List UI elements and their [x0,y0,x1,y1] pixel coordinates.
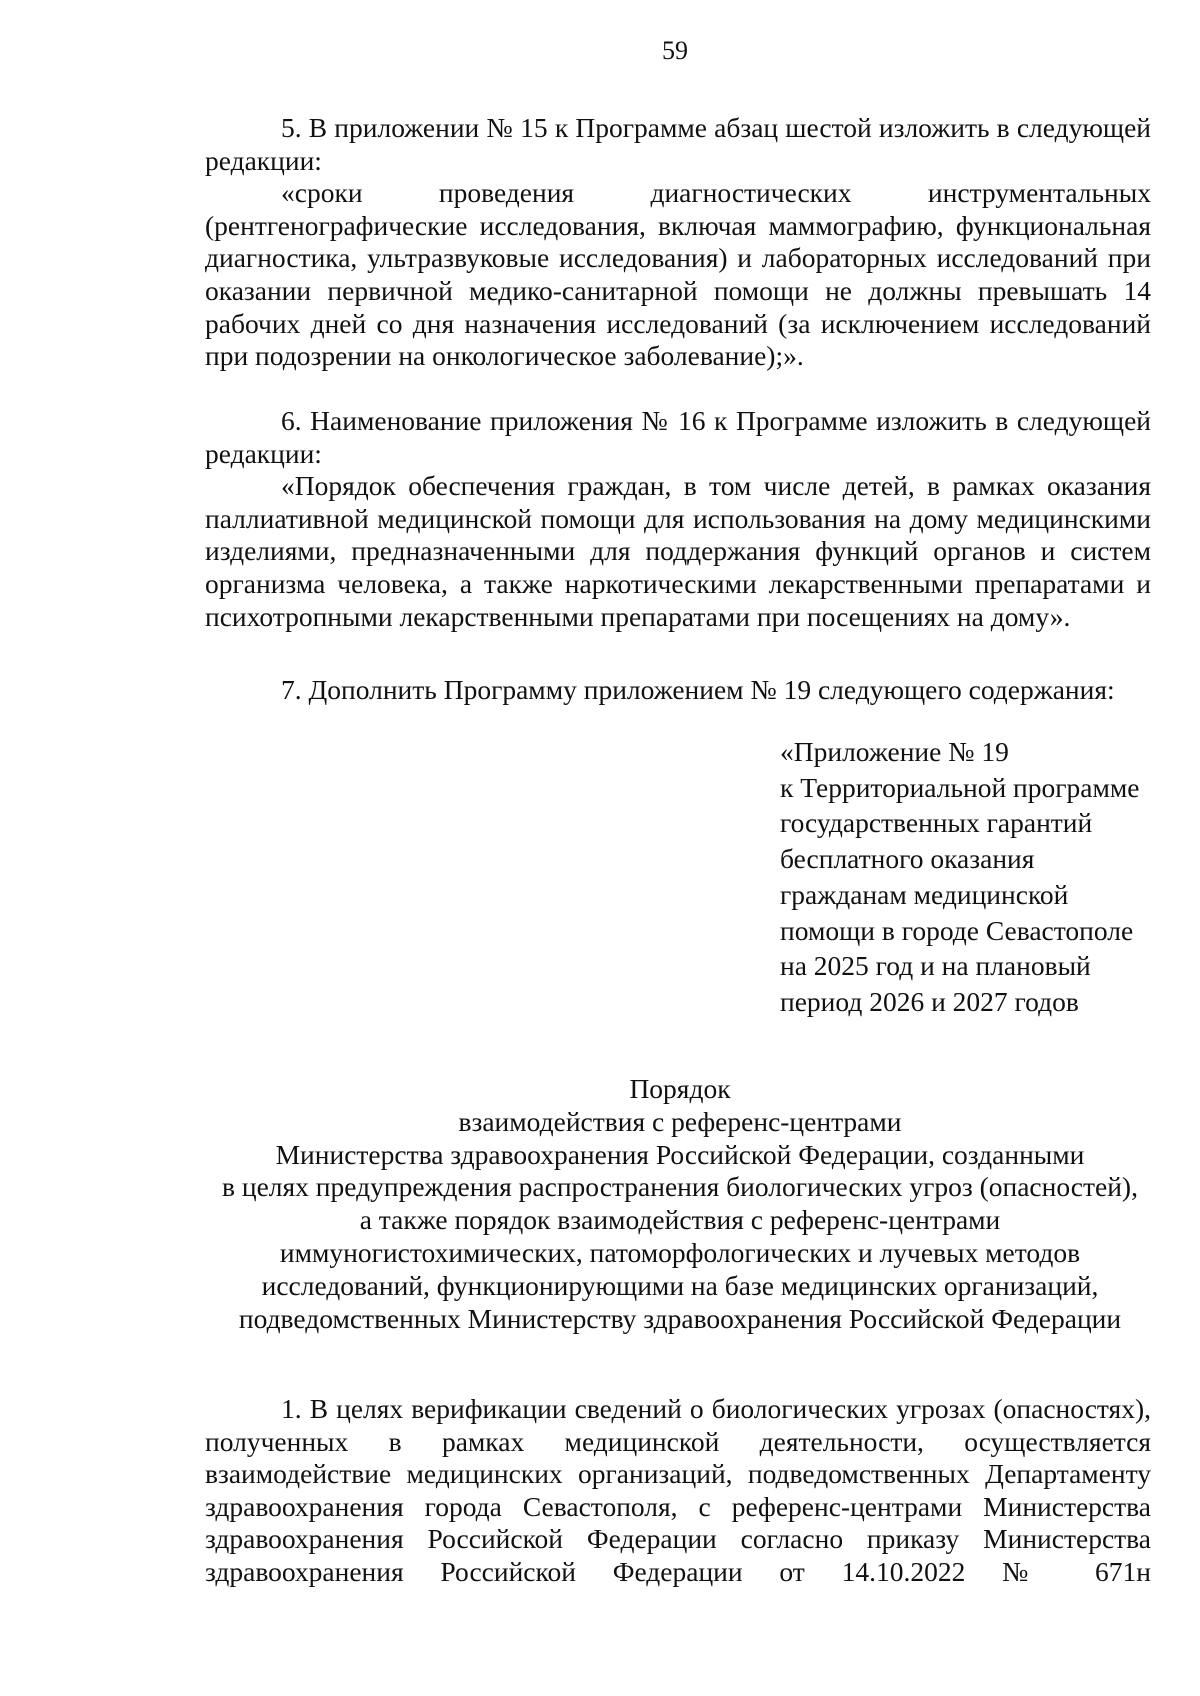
appendix-ref-line: бесплатного оказания [780,843,1035,875]
appendix-ref-line: к Территориальной программе [780,771,1140,803]
appendix-ref-line: помощи в городе Севастополе [780,914,1134,946]
item-7-text: 7. Дополнить Программу приложением № 19 следующего содержания: [281,674,1115,705]
section-title-line: в целях предупреждения распространения биологических угроз (опасностей), [222,1171,1138,1203]
item-5-heading: 5. В приложении № 15 к Программе абзац шестой изложить в следующей редакции: [205,112,1151,176]
section-title-line: иммуногистохимических, патоморфологических и лучевых методов [279,1236,1081,1268]
section-title-line: Порядок [629,1073,731,1104]
appendix-ref-line: «Приложение № 19 [780,736,1009,767]
appendix-reference [780,734,1160,1020]
item-6-heading: 6. Наименование приложения № 16 к Программе изложить в следующей редакции: [205,405,1151,469]
clause-1-block [205,1393,1151,1589]
section-title-line: Министерства здравоохранения Российской Федерации, созданными [275,1138,1085,1170]
clause-1-text: 1. В целях верификации сведений о биологических угрозах (опасностях), полученных в рамках медицинской деятельности, осуществляется взаимодействие медицинских организаций, подведомственных Департаменту здравоохранения города Севастополя, с референс-центрами Министерства здравоохранения Российской Федерации согласно приказу Министерства здравоохранения Российской Федерации от 14.10.2022 № 671н [205,1393,1151,1587]
item-6-quote: «Порядок обеспечения граждан, в том числе детей, в рамках оказания паллиативной медицинской помощи для использования на дому медицинскими изделиями, предназначенными для поддержания функций органов и систем организма человека, а также наркотическими лекарственными препаратами и психотропными лекарственными препаратами при посещениях на дому». [205,470,1151,632]
item-7-block [205,674,1151,707]
appendix-ref-line: государственных гарантий [780,807,1093,839]
section-title-line: а также порядок взаимодействия с референс-центрами [359,1204,1001,1236]
section-title-line: подведомственных Министерству здравоохранения Российской Федерации [238,1302,1122,1334]
appendix-ref-line: гражданам медицинской [780,878,1069,910]
item-5-quote: «сроки проведения диагностических инструментальных (рентгенографические исследования, включая маммографию, функциональная диагностика, ультразвуковые исследования) и лабораторных исследований при оказании первичной медико-санитарной помощи не должны превышать 14 рабочих дней со дня назначения исследований (за исключением исследований при подозрении на онкологическое заболевание);». [205,177,1151,372]
appendix-ref-line: на 2025 год и на плановый [780,950,1091,982]
appendix-ref-line: период 2026 и 2027 годов [780,985,1079,1017]
page-number: 59 [662,36,688,65]
section-title [200,1073,1160,1335]
item-6-block [205,405,1151,633]
section-title-line: взаимодействия с референс-центрами [458,1105,902,1137]
item-5-block [205,112,1151,373]
section-title-line: исследований, функционирующими на базе медицинских организаций, [261,1269,1099,1301]
